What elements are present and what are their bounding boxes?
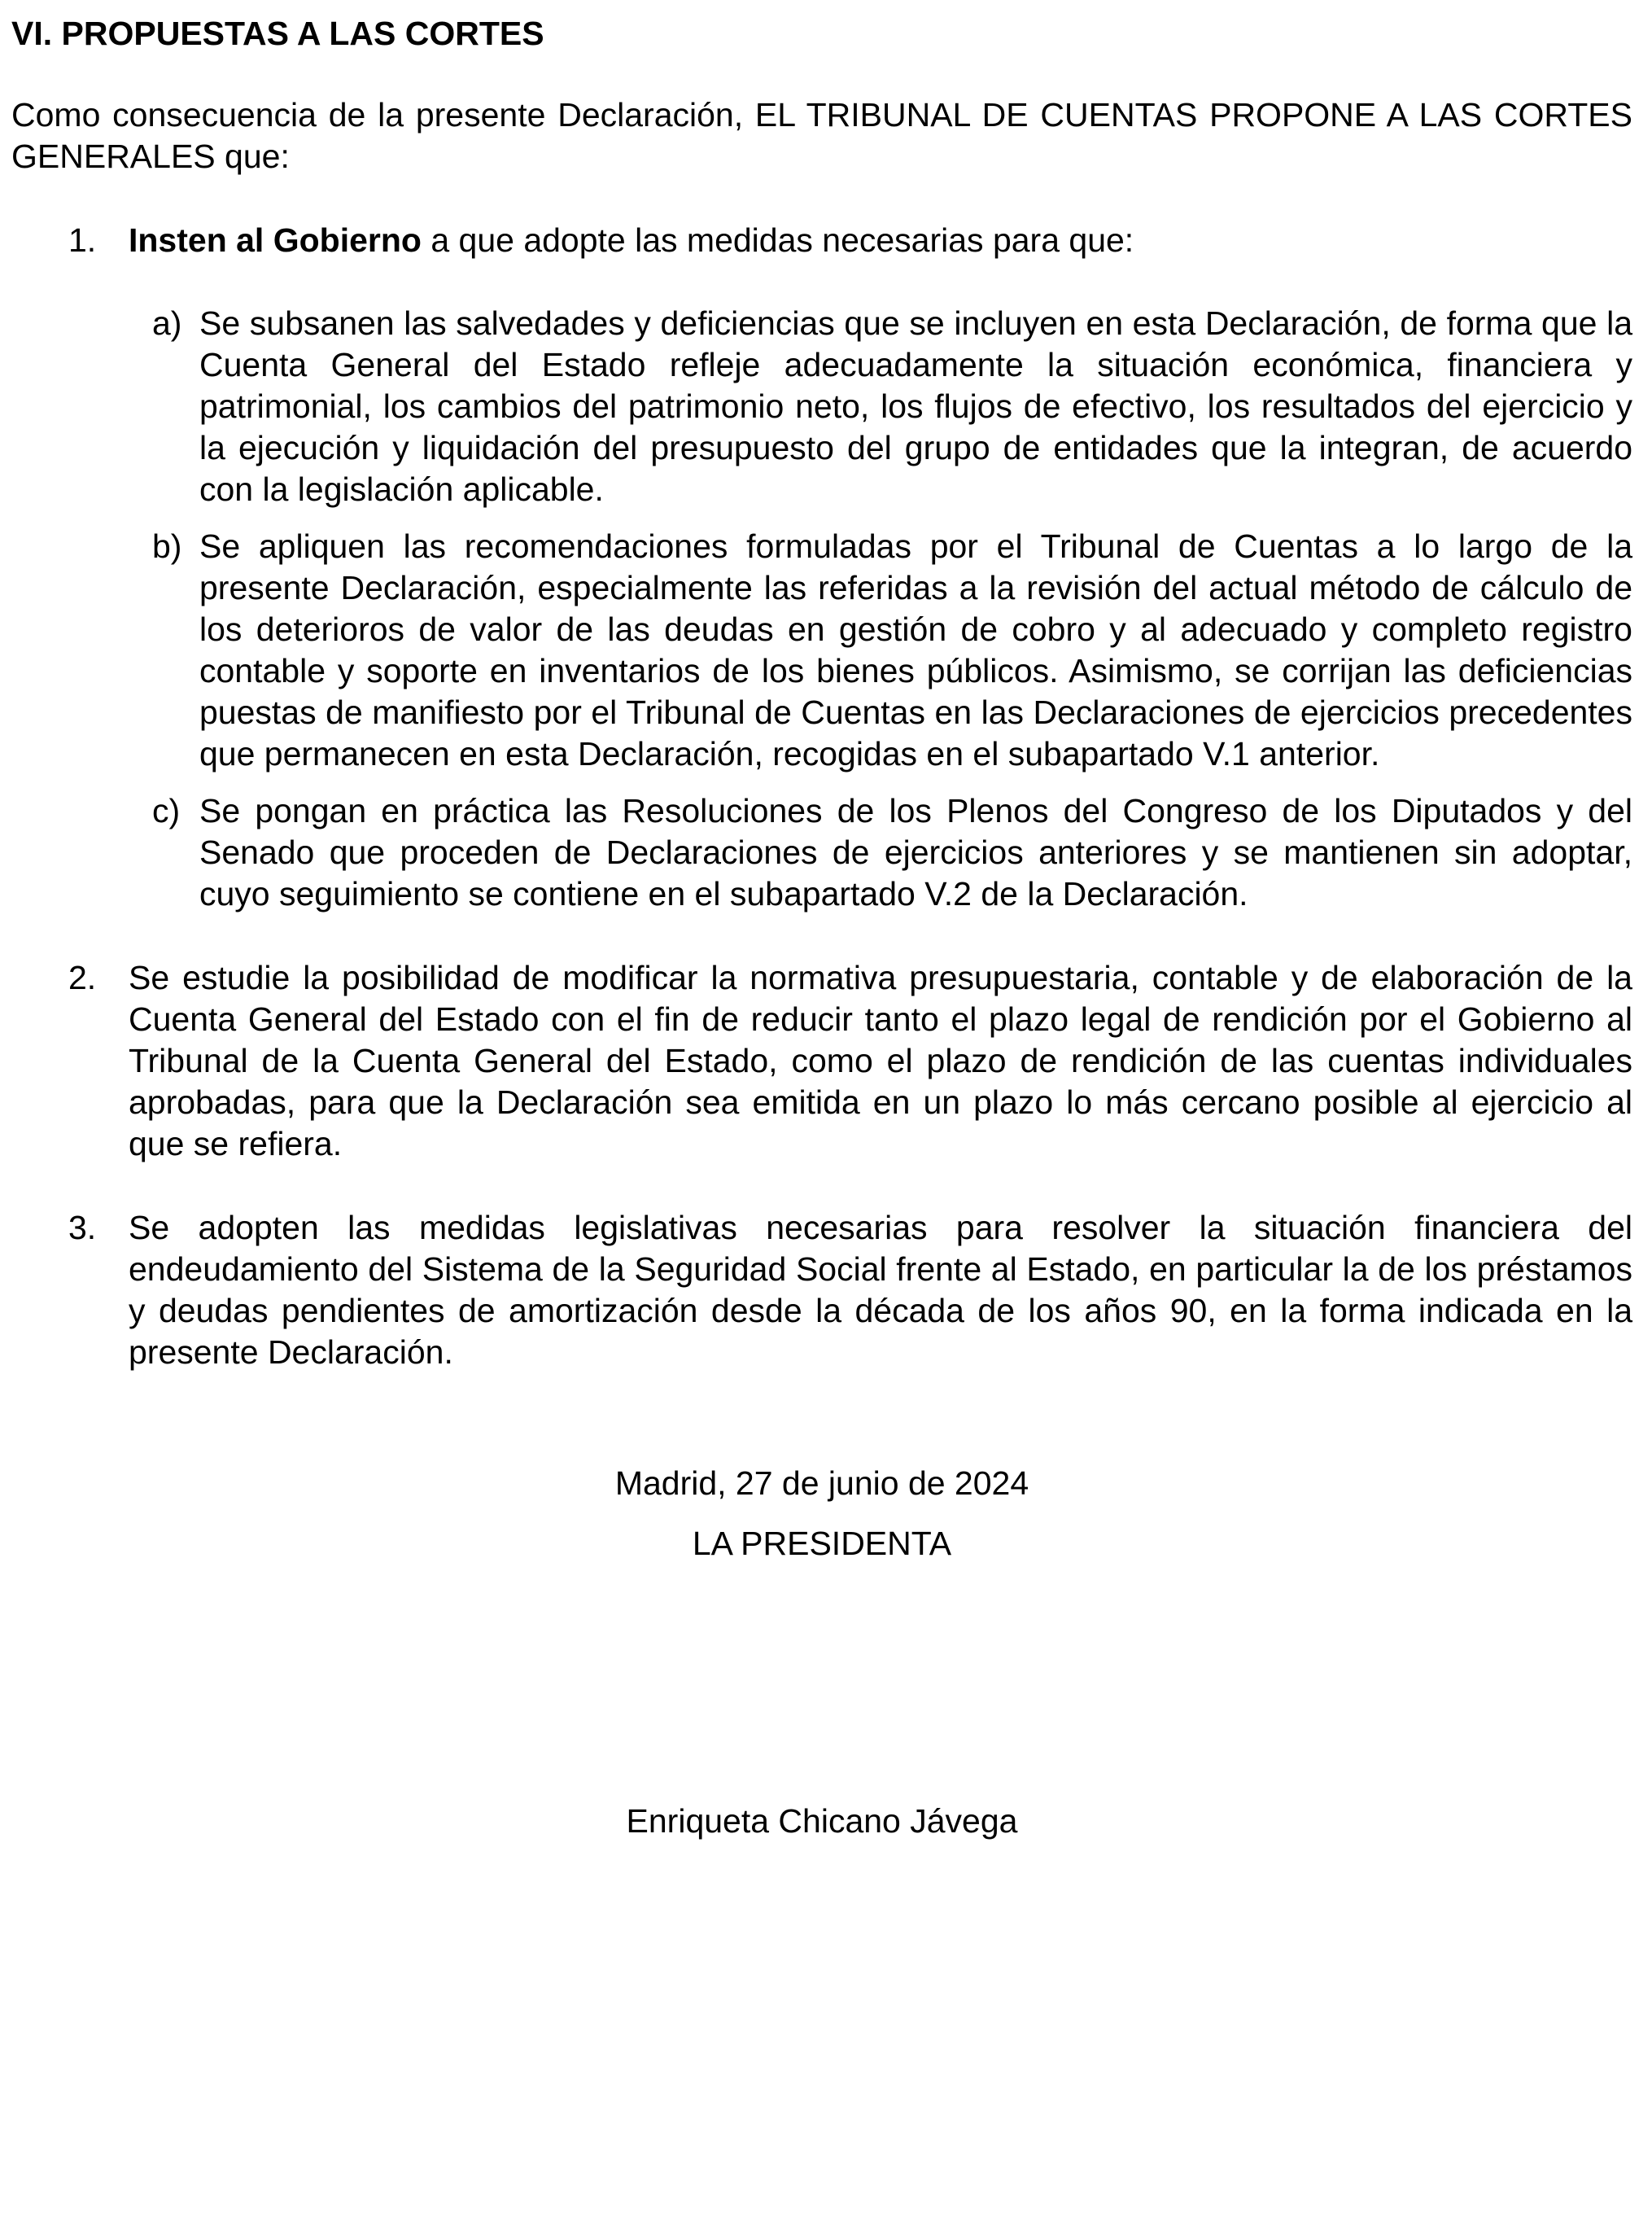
subitem-a-marker: a) bbox=[152, 304, 182, 342]
subitem-b-text: Se apliquen las recomendaciones formuladas por el Tribunal de Cuentas a lo largo de la presente Declaración, especialmente las referidas a la revisión del actual método de cálculo de los deterioros de valor de las deudas en gestión de cobro y al adecuado y completo registro contable y soporte en inventarios de los bienes públicos. Asimismo, se corrijan las deficiencias puestas de manifiesto por el Tribunal de Cuentas en las Declaraciones de ejercicios precedentes que permanecen en esta Declaración, recogidas en el subapartado V.1 anterior. bbox=[199, 527, 1632, 772]
signatory-name-line: Enriqueta Chicano Jávega bbox=[626, 1802, 1018, 1840]
subitem-b bbox=[129, 526, 1632, 775]
subitem-a bbox=[129, 303, 1632, 510]
numbered-item-1-body bbox=[129, 220, 1632, 915]
section-title: VI. PROPUESTAS A LAS CORTES bbox=[11, 15, 544, 52]
numbered-item-3-text: Se adopten las medidas legislativas necesarias para resolver la situación financiera del endeudamiento del Sistema de la Seguridad Social frente al Estado, en particular la de los préstamos y deudas pendientes de amortización desde la década de los años 90, en la forma indicada en la presente Declaración. bbox=[129, 1209, 1632, 1371]
signatory-title-line: LA PRESIDENTA bbox=[692, 1525, 952, 1562]
numbered-item-1-lead bbox=[129, 220, 1632, 261]
subitem-b-marker: b) bbox=[152, 527, 182, 565]
numbered-item-2-body bbox=[129, 957, 1632, 1165]
subitem-c bbox=[129, 790, 1632, 915]
subitem-c-marker: c) bbox=[152, 792, 181, 829]
numbered-item-1 bbox=[11, 220, 1632, 915]
numbered-item-1-lead-bold: Insten al Gobierno bbox=[129, 221, 422, 259]
numbered-item-1-marker: 1. bbox=[68, 221, 97, 259]
closing-block bbox=[11, 1463, 1632, 1842]
intro-paragraph: Como consecuencia de la presente Declaración, EL TRIBUNAL DE CUENTAS PROPONE A LAS CORTES GENERALES que: bbox=[11, 96, 1632, 175]
subitem-c-text: Se pongan en práctica las Resoluciones de los Plenos del Congreso de los Diputados y del Senado que proceden de Declaraciones de ejercicios anteriores y se mantienen sin adoptar, cuyo seguimiento se contiene en el subapartado V.2 de la Declaración. bbox=[199, 792, 1632, 912]
numbered-item-2-marker: 2. bbox=[68, 959, 97, 996]
numbered-item-2 bbox=[11, 957, 1632, 1165]
numbered-item-1-lead-rest: a que adopte las medidas necesarias para que: bbox=[421, 221, 1134, 259]
numbered-item-3-body bbox=[129, 1207, 1632, 1373]
place-date-line: Madrid, 27 de junio de 2024 bbox=[614, 1464, 1029, 1502]
numbered-item-3-marker: 3. bbox=[68, 1209, 97, 1246]
subitem-a-text: Se subsanen las salvedades y deficiencias que se incluyen en esta Declaración, de forma que la Cuenta General del Estado refleje adecuadamente la situación económica, financiera y patrimonial, los cambios del patrimonio neto, los flujos de efectivo, los resultados del ejercicio y la ejecución y liquidación del presupuesto del grupo de entidades que la integran, de acuerdo con la legislación aplicable. bbox=[199, 304, 1632, 508]
numbered-item-2-text: Se estudie la posibilidad de modificar la normativa presupuestaria, contable y de elaboración de la Cuenta General del Estado con el fin de reducir tanto el plazo legal de rendición por el Gobierno al Tribunal de la Cuenta General del Estado, como el plazo de rendición de las cuentas individuales aprobadas, para que la Declaración sea emitida en un plazo lo más cercano posible al ejercicio al que se refiera. bbox=[129, 959, 1632, 1162]
numbered-item-3 bbox=[11, 1207, 1632, 1373]
